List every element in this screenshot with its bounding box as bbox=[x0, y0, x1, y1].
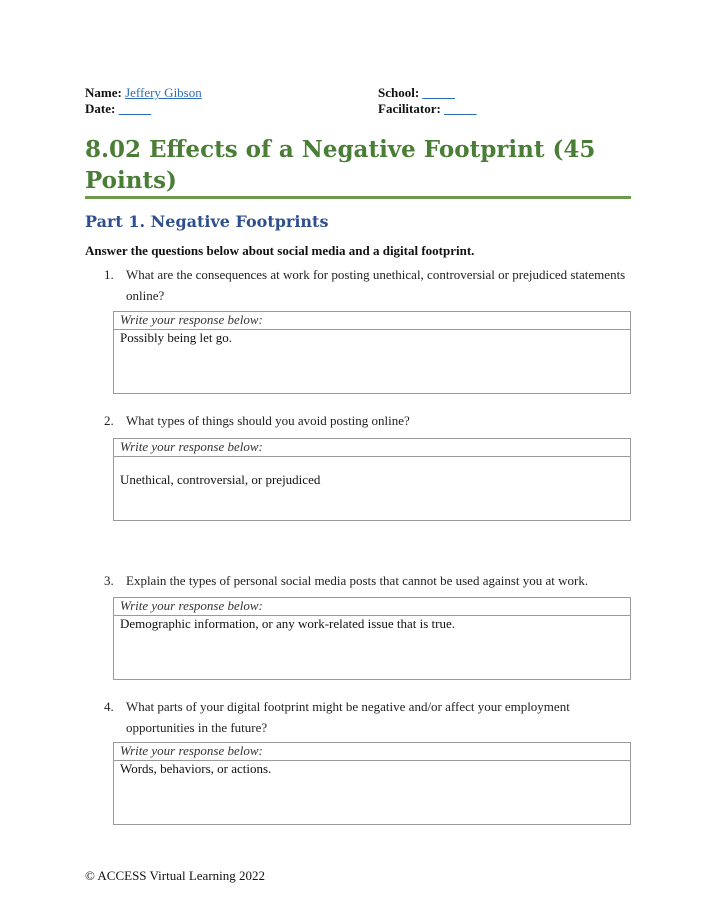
question-text: What types of things should you avoid posting online? bbox=[126, 413, 410, 428]
date-label: Date: bbox=[85, 101, 116, 116]
question-text: Explain the types of personal social media posts that cannot be used against you at work. bbox=[126, 573, 589, 588]
question-text: What are the consequences at work for posting unethical, controversial or prejudiced statements online? bbox=[126, 267, 626, 303]
response-box-label: Write your response below: bbox=[114, 439, 630, 457]
page-title-line-1: 8.02 Effects of a Negative Footprint (45 bbox=[85, 136, 596, 163]
school-value-field[interactable]: _____ bbox=[422, 85, 455, 100]
question-2 bbox=[104, 410, 634, 431]
facilitator-label: Facilitator: bbox=[378, 101, 441, 116]
title-divider bbox=[85, 196, 631, 199]
instructions-text: Answer the questions below about social media and a digital footprint. bbox=[85, 243, 475, 258]
question-number: 1. bbox=[104, 267, 114, 282]
response-box-label: Write your response below: bbox=[114, 743, 630, 761]
question-4 bbox=[104, 696, 634, 738]
response-box-2[interactable] bbox=[113, 438, 631, 521]
question-number: 4. bbox=[104, 699, 114, 714]
question-3 bbox=[104, 570, 644, 591]
response-text[interactable]: Possibly being let go. bbox=[120, 330, 232, 345]
response-box-4[interactable] bbox=[113, 742, 631, 825]
question-number: 2. bbox=[104, 413, 114, 428]
footer-copyright: © ACCESS Virtual Learning 2022 bbox=[85, 868, 266, 883]
response-box-label: Write your response below: bbox=[114, 598, 630, 616]
response-box-label: Write your response below: bbox=[114, 312, 630, 330]
response-text[interactable]: Unethical, controversial, or prejudiced bbox=[120, 472, 321, 487]
question-1 bbox=[104, 264, 634, 306]
response-text[interactable]: Words, behaviors, or actions. bbox=[120, 761, 272, 776]
name-label: Name: bbox=[85, 85, 122, 100]
response-box-3[interactable] bbox=[113, 597, 631, 680]
facilitator-value-field[interactable]: _____ bbox=[444, 101, 477, 116]
response-box-1[interactable] bbox=[113, 311, 631, 394]
school-label: School: bbox=[378, 85, 420, 100]
date-field bbox=[85, 101, 151, 116]
page-title bbox=[85, 134, 605, 196]
name-field bbox=[85, 85, 202, 100]
facilitator-field bbox=[378, 101, 477, 116]
date-value-field[interactable]: _____ bbox=[118, 101, 152, 116]
question-number: 3. bbox=[104, 573, 114, 588]
page-title-line-2: Points) bbox=[85, 167, 177, 194]
school-field bbox=[378, 85, 455, 100]
part-heading: Part 1. Negative Footprints bbox=[85, 212, 329, 231]
question-text: What parts of your digital footprint might be negative and/or affect your employment opportunities in the future? bbox=[126, 699, 570, 735]
name-value-link[interactable]: Jeffery Gibson bbox=[125, 85, 202, 100]
response-text[interactable]: Demographic information, or any work-related issue that is true. bbox=[120, 616, 456, 631]
